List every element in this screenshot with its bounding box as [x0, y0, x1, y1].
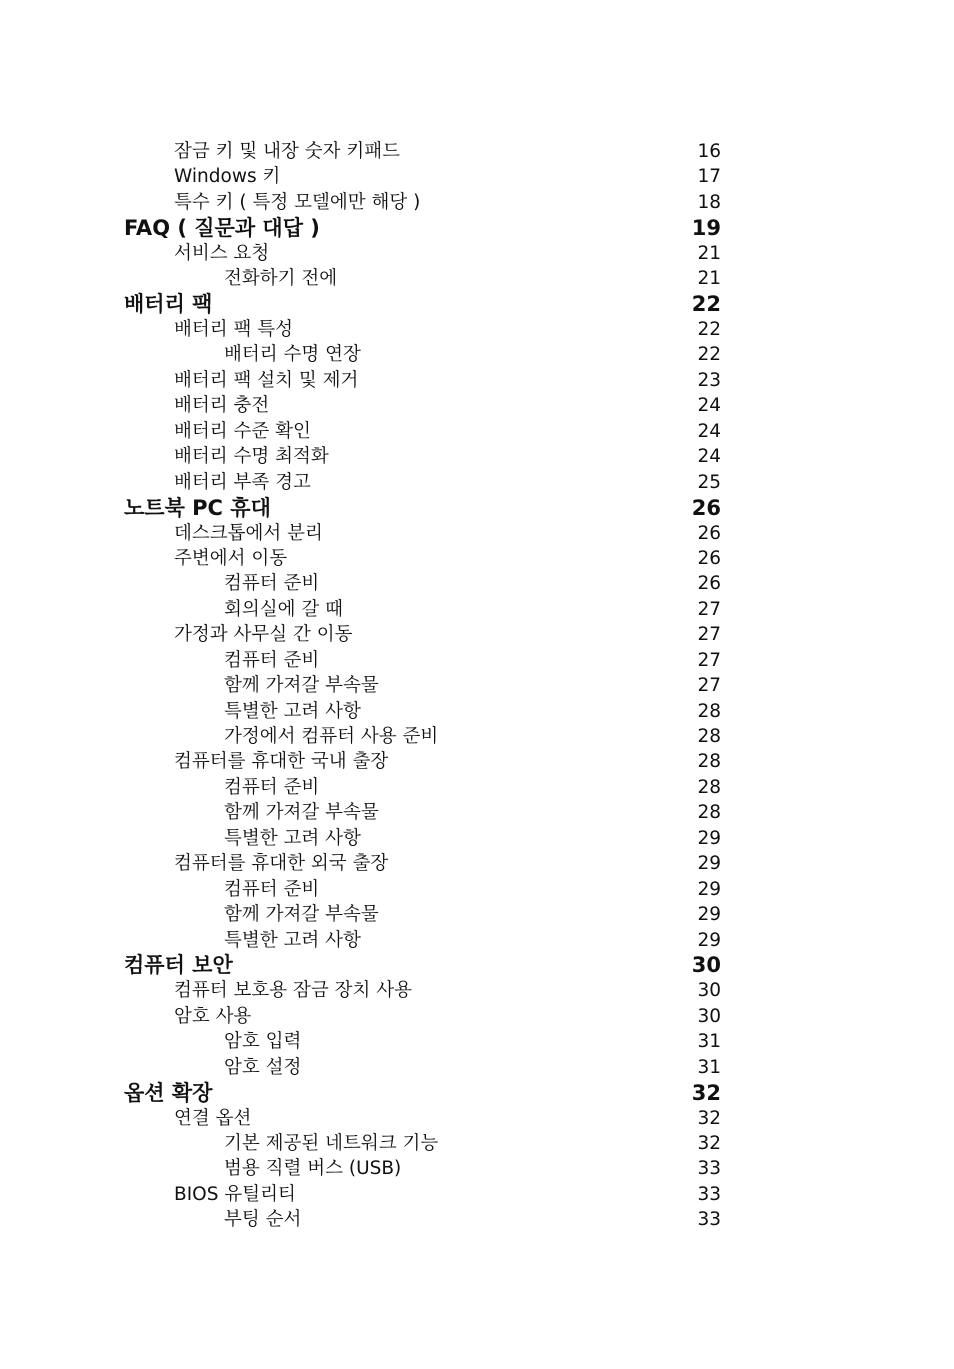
toc-entry-title: 가정과 사무실 간 이동	[174, 624, 353, 646]
toc-entry-page-number: 17	[697, 166, 721, 188]
toc-entry[interactable]	[0, 444, 954, 469]
toc-entry[interactable]	[0, 546, 954, 571]
toc-entry[interactable]	[0, 622, 954, 647]
toc-entry[interactable]	[0, 521, 954, 546]
toc-entry-page-number: 29	[697, 853, 721, 875]
toc-entry-title: 데스크톱에서 분리	[174, 522, 323, 544]
toc-chapter-entry[interactable]	[0, 1080, 954, 1105]
toc-entry-title: Windows 키	[174, 166, 281, 188]
toc-entry-title: 연결 옵션	[174, 1107, 252, 1129]
toc-entry-page-number: 29	[697, 878, 721, 900]
toc-entry-title: 서비스 요청	[174, 242, 270, 264]
toc-entry[interactable]	[0, 775, 954, 800]
toc-entry-page-number: 28	[697, 802, 721, 824]
toc-entry[interactable]	[0, 1106, 954, 1131]
toc-chapter-entry[interactable]	[0, 953, 954, 978]
toc-entry-title: 컴퓨터 보안	[124, 953, 233, 978]
toc-entry[interactable]	[0, 1182, 954, 1207]
toc-entry-page-number: 33	[697, 1158, 721, 1180]
toc-entry-title: 컴퓨터 준비	[224, 878, 320, 900]
toc-entry[interactable]	[0, 368, 954, 393]
toc-entry-page-number: 28	[697, 776, 721, 798]
toc-entry[interactable]	[0, 164, 954, 189]
toc-entry-title: 가정에서 컴퓨터 사용 준비	[224, 726, 439, 747]
toc-entry-title: 암호 설정	[224, 1056, 302, 1078]
toc-entry-title: 부팅 순서	[224, 1209, 302, 1231]
toc-entry-page-number: 24	[697, 420, 721, 442]
toc-entry-page-number: 32	[697, 1133, 721, 1154]
toc-entry[interactable]	[0, 241, 954, 266]
toc-entry[interactable]	[0, 470, 954, 495]
toc-chapter-entry[interactable]	[0, 495, 954, 520]
toc-entry-page-number: 28	[697, 751, 721, 773]
toc-entry-page-number: 29	[697, 827, 721, 849]
toc-entry[interactable]	[0, 571, 954, 596]
toc-entry-page-number: 27	[697, 598, 721, 620]
toc-entry-page-number: 33	[697, 1209, 721, 1231]
toc-entry-title: 전화하기 전에	[224, 268, 338, 290]
toc-entry-page-number: 31	[697, 1056, 721, 1078]
toc-entry-page-number: 26	[697, 573, 721, 595]
toc-entry-page-number: 30	[697, 1005, 721, 1027]
toc-entry[interactable]	[0, 724, 954, 749]
toc-entry-title: 컴퓨터 준비	[224, 649, 320, 671]
toc-entry-title: 컴퓨터를 휴대한 국내 출장	[174, 751, 389, 773]
toc-entry-page-number: 30	[691, 953, 721, 978]
toc-entry-page-number: 32	[691, 1080, 721, 1105]
toc-entry-title: BIOS 유틸리티	[174, 1183, 296, 1205]
toc-entry-title: 컴퓨터를 휴대한 외국 출장	[174, 853, 389, 875]
toc-entry[interactable]	[0, 750, 954, 775]
toc-entry-title: 기본 제공된 네트워크 기능	[224, 1133, 439, 1154]
table-of-contents	[0, 139, 954, 1233]
toc-entry-title: 노트북 PC 휴대	[124, 495, 271, 520]
toc-entry-title: 배터리 수명 최적화	[174, 446, 329, 468]
toc-entry-page-number: 21	[697, 242, 721, 264]
toc-entry-page-number: 18	[697, 191, 721, 213]
toc-entry-title: 함께 가져갈 부속물	[224, 802, 379, 824]
toc-entry-title: 배터리 수명 연장	[224, 344, 361, 366]
toc-entry-title: 컴퓨터 보호용 잠금 장치 사용	[174, 980, 412, 1002]
toc-entry-title: 옵션 확장	[124, 1080, 213, 1105]
toc-entry-title: 특별한 고려 사항	[224, 827, 361, 849]
toc-entry-page-number: 22	[697, 344, 721, 366]
toc-entry-title: 배터리 팩 설치 및 제거	[174, 369, 359, 391]
toc-entry-title: FAQ ( 질문과 대답 )	[124, 215, 320, 240]
toc-entry-title: 특수 키 ( 특정 모델에만 해당 )	[174, 191, 421, 213]
toc-entry-page-number: 31	[697, 1031, 721, 1053]
toc-chapter-entry[interactable]	[0, 292, 954, 317]
toc-entry[interactable]	[0, 266, 954, 291]
toc-chapter-entry[interactable]	[0, 215, 954, 240]
toc-entry-title: 배터리 충전	[174, 395, 270, 417]
toc-entry-page-number: 29	[697, 904, 721, 926]
toc-entry[interactable]	[0, 597, 954, 622]
toc-entry-page-number: 32	[697, 1107, 721, 1129]
toc-entry-title: 배터리 팩 특성	[174, 319, 293, 340]
toc-entry-title: 회의실에 갈 때	[224, 598, 343, 620]
toc-entry[interactable]	[0, 393, 954, 418]
toc-entry-page-number: 22	[697, 319, 721, 340]
toc-entry-title: 암호 입력	[224, 1031, 302, 1053]
toc-entry-page-number: 24	[697, 446, 721, 468]
toc-entry[interactable]	[0, 877, 954, 902]
toc-entry-title: 배터리 부족 경고	[174, 471, 311, 493]
toc-entry-page-number: 21	[697, 268, 721, 290]
toc-entry-title: 범용 직렬 버스 (USB)	[224, 1158, 402, 1180]
toc-entry-page-number: 16	[697, 140, 721, 162]
toc-entry-page-number: 24	[697, 395, 721, 417]
toc-entry[interactable]	[0, 139, 954, 164]
toc-entry[interactable]	[0, 851, 954, 876]
toc-entry[interactable]	[0, 190, 954, 215]
toc-entry[interactable]	[0, 1207, 954, 1232]
toc-entry-page-number: 28	[697, 700, 721, 722]
toc-entry[interactable]	[0, 343, 954, 368]
toc-entry[interactable]	[0, 648, 954, 673]
toc-entry[interactable]	[0, 1029, 954, 1054]
toc-entry-page-number: 27	[697, 649, 721, 671]
toc-entry-page-number: 22	[691, 292, 721, 317]
toc-entry-page-number: 23	[697, 369, 721, 391]
toc-entry[interactable]	[0, 673, 954, 698]
toc-entry-page-number: 29	[697, 929, 721, 951]
toc-entry-page-number: 27	[697, 675, 721, 697]
toc-entry[interactable]	[0, 1004, 954, 1029]
toc-entry-title: 특별한 고려 사항	[224, 700, 361, 722]
toc-entry[interactable]	[0, 419, 954, 444]
toc-entry-title: 잠금 키 및 내장 숫자 키패드	[174, 140, 400, 162]
toc-entry[interactable]	[0, 699, 954, 724]
toc-entry[interactable]	[0, 317, 954, 342]
toc-entry[interactable]	[0, 800, 954, 825]
toc-entry-title: 배터리 수준 확인	[174, 420, 311, 442]
toc-entry[interactable]	[0, 978, 954, 1003]
toc-entry-title: 배터리 팩	[124, 292, 213, 317]
toc-entry-title: 함께 가져갈 부속물	[224, 675, 379, 697]
toc-entry-page-number: 28	[697, 726, 721, 747]
toc-entry[interactable]	[0, 1157, 954, 1182]
toc-entry[interactable]	[0, 826, 954, 851]
toc-entry-page-number: 33	[697, 1183, 721, 1205]
toc-entry-title: 컴퓨터 준비	[224, 776, 320, 798]
toc-entry-page-number: 19	[691, 215, 721, 240]
toc-entry-title: 암호 사용	[174, 1005, 252, 1027]
toc-entry-title: 함께 가져갈 부속물	[224, 904, 379, 926]
toc-entry-title: 주변에서 이동	[174, 547, 288, 569]
toc-entry-page-number: 30	[697, 980, 721, 1002]
toc-entry-page-number: 26	[691, 495, 721, 520]
toc-entry-page-number: 25	[697, 471, 721, 493]
toc-entry-title: 컴퓨터 준비	[224, 573, 320, 595]
toc-entry-page-number: 26	[697, 547, 721, 569]
toc-entry-title: 특별한 고려 사항	[224, 929, 361, 951]
toc-entry[interactable]	[0, 928, 954, 953]
toc-entry-page-number: 26	[697, 522, 721, 544]
toc-entry-page-number: 27	[697, 624, 721, 646]
toc-entry[interactable]	[0, 902, 954, 927]
toc-entry[interactable]	[0, 1131, 954, 1156]
toc-entry[interactable]	[0, 1055, 954, 1080]
